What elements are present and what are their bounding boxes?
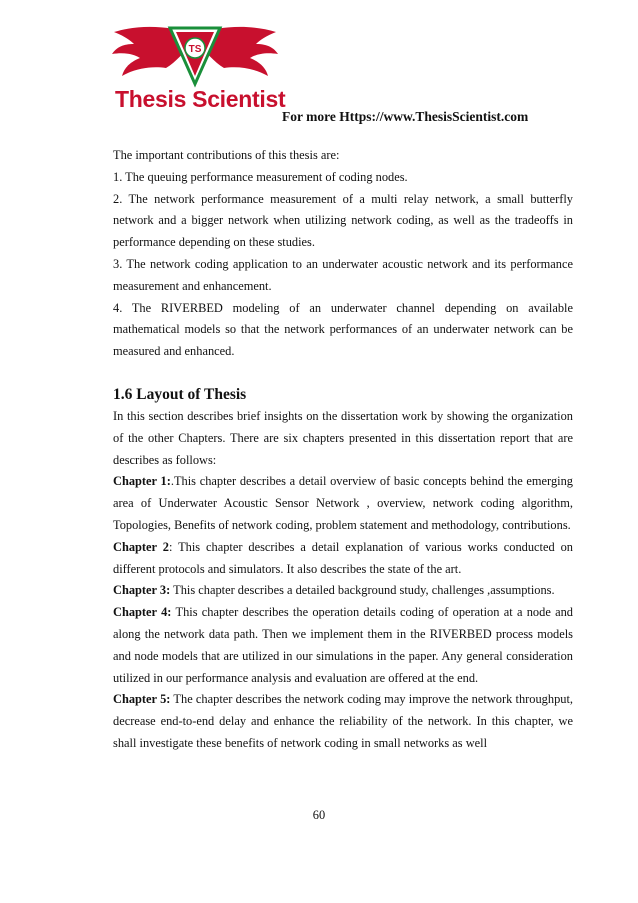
chapter-text: The chapter describes the network coding may improve the network throughput, decrease end-to-end delay and enhance the reliability of the network. In this chapter, we shall investigate these benefits of network coding in small networks as well <box>113 692 574 750</box>
contribution-item: 3. The network coding application to an underwater acoustic network and its performance measurement and enhancement. <box>113 256 573 293</box>
chapter-text: : This chapter describes a detail explanation of various works conducted on different protocols and simulators. It also describes the state of the art. <box>113 539 573 576</box>
section-gap <box>113 363 573 376</box>
chapter-text: .This chapter describes a detail overview of basic concepts behind the emerging area of Underwater Acoustic Sensor Network , overview, network coding algorithm, Topologies, Benefits of network coding, problem statement and methodology, contributions. <box>113 474 573 532</box>
header-link[interactable]: For more Https://www.ThesisScientist.com <box>282 109 529 124</box>
logo-text: Thesis Scientist <box>115 86 286 112</box>
chapter-3-description <box>113 580 573 602</box>
chapter-text: This chapter describes the operation details coding of operation at a node and along the network data path. Then we implement them in the RIVERBED process models and node models that are utilized in our simulations in the paper. Any general consideration utilized in our performance analysis and evaluation are offered at the end. <box>113 605 573 685</box>
contribution-item: 4. The RIVERBED modeling of an underwater channel depending on available mathematical models so that the network performances of an underwater network can be measured and enhanced. <box>113 300 573 359</box>
section-heading: 1.6 Layout of Thesis <box>113 385 247 403</box>
winged-shield-icon <box>110 22 280 92</box>
chapter-label: Chapter 1: <box>113 474 171 489</box>
page-number: 60 <box>312 808 326 822</box>
logo-badge: TS <box>188 44 202 55</box>
contribution-item: 1. The queuing performance measurement of coding nodes. <box>113 169 408 184</box>
contribution-item: 2. The network performance measurement of a multi relay network, a small butterfly network and a bigger network when utilizing network coding, as well as the tradeoffs in performance depending on these studies. <box>113 191 573 250</box>
chapter-label: Chapter 3: <box>113 583 171 598</box>
chapter-1-description <box>113 471 573 536</box>
chapter-label: Chapter 5: <box>113 692 171 707</box>
section-intro: In this section describes brief insights on the dissertation work by showing the organization of the other Chapters. There are six chapters presented in this dissertation report that are describes as follows: <box>113 408 573 467</box>
chapter-label: Chapter 2 <box>113 539 169 554</box>
chapter-5-description <box>113 689 573 754</box>
chapter-2-description <box>113 537 573 581</box>
chapter-label: Chapter 4: <box>113 605 172 620</box>
document-body <box>113 145 573 755</box>
contributions-intro: The important contributions of this thesis are: <box>113 148 340 162</box>
chapter-4-description <box>113 602 573 689</box>
chapter-text: This chapter describes a detailed background study, challenges ,assumptions. <box>170 583 555 598</box>
